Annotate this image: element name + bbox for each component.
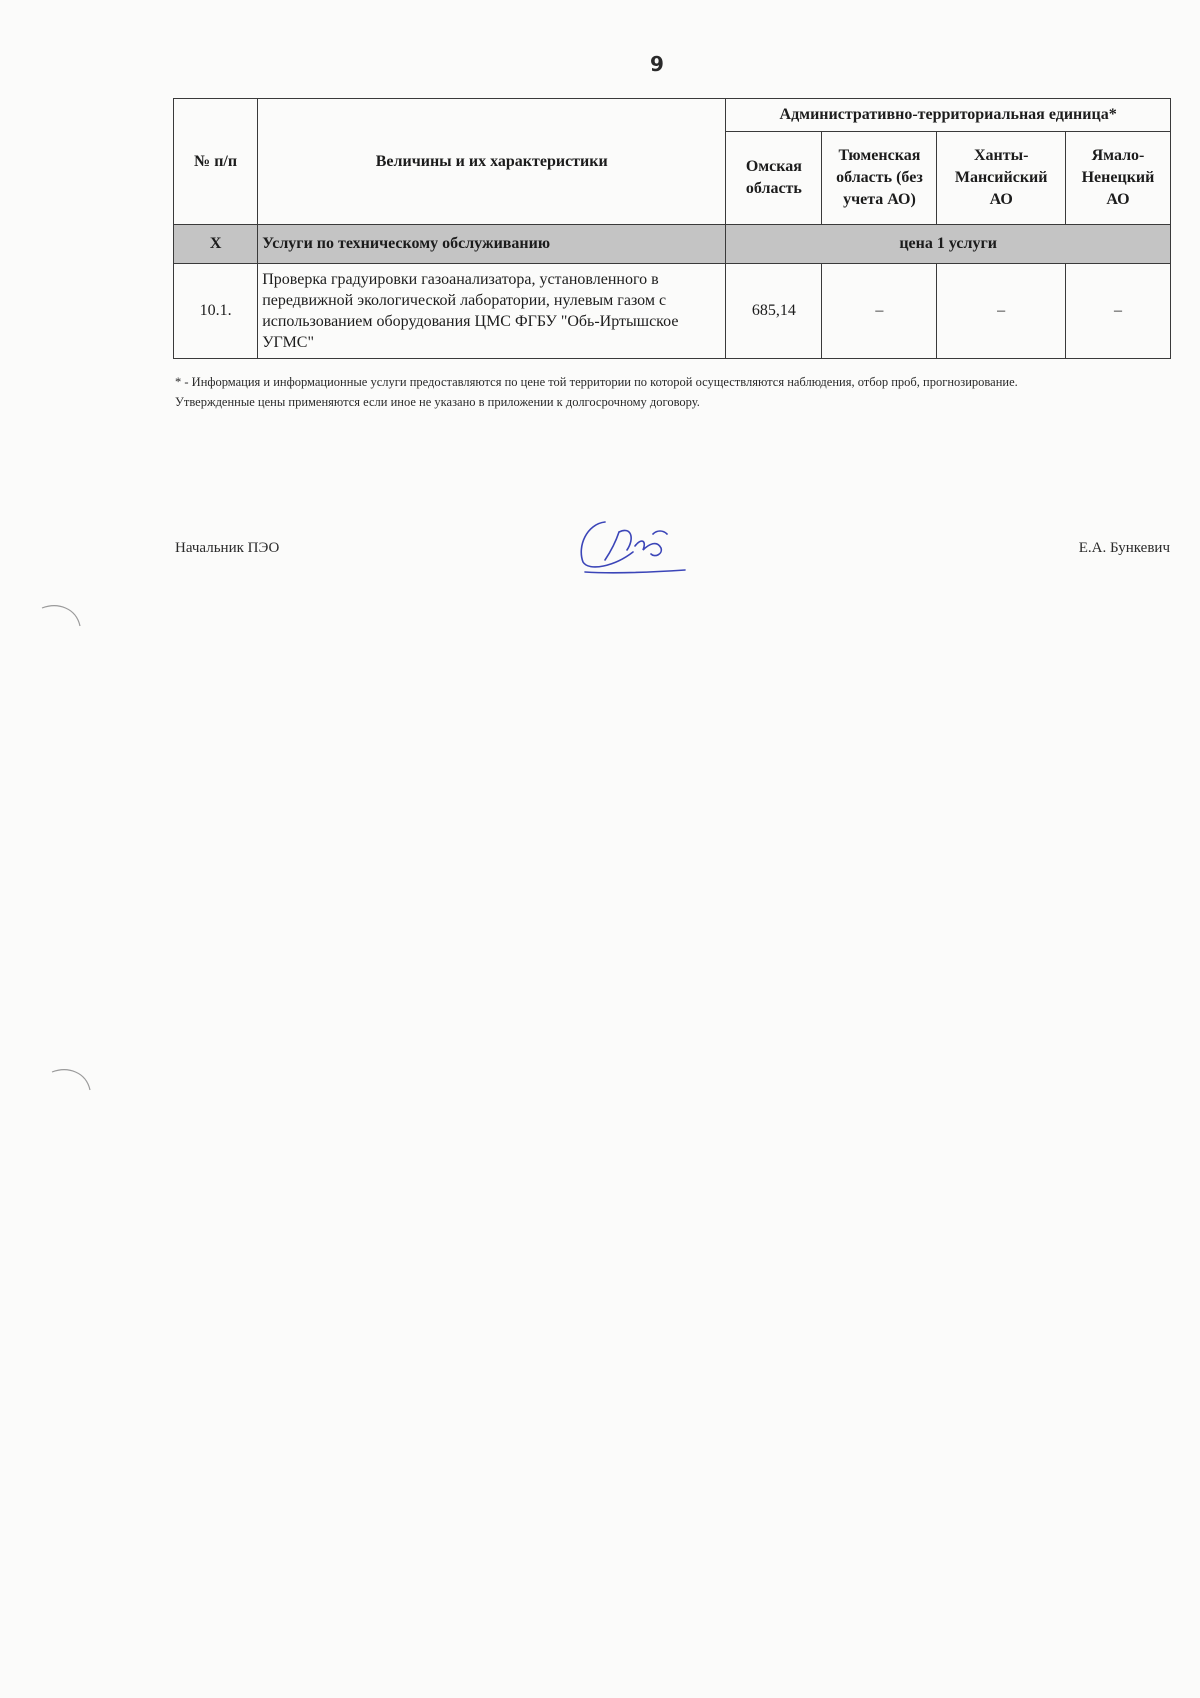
- section-unit: цена 1 услуги: [726, 225, 1171, 264]
- row-desc: Проверка градуировки газоанализатора, установленного в передвижной экологической лаборатории, нулевым газом с использованием оборудования ЦМС ФГБУ "Обь-Иртышское УГМС": [258, 264, 726, 359]
- handwritten-signature: [575, 510, 695, 580]
- section-title: Услуги по техническому обслуживанию: [258, 225, 726, 264]
- signer-position: Начальник ПЭО: [175, 540, 280, 556]
- page-number: 9: [650, 52, 664, 76]
- section-num: X: [174, 225, 258, 264]
- header-region-hmao: Ханты-Мансийский АО: [937, 132, 1066, 225]
- section-row: [174, 225, 1171, 264]
- signer-name: Е.А. Бункевич: [1078, 540, 1170, 556]
- row-price-tyumen: –: [822, 264, 937, 359]
- header-region-omsk: Омская область: [726, 132, 822, 225]
- header-row-1: [174, 99, 1171, 132]
- header-admin-unit: Административно-территориальная единица*: [726, 99, 1171, 132]
- header-desc: Величины и их характеристики: [258, 99, 726, 225]
- row-num: 10.1.: [174, 264, 258, 359]
- header-region-tyumen: Тюменская область (без учета АО): [822, 132, 937, 225]
- table-row: [174, 264, 1171, 359]
- punch-hole-mark: [38, 598, 86, 638]
- row-price-ynao: –: [1065, 264, 1170, 359]
- price-table: [173, 98, 1171, 359]
- row-price-hmao: –: [937, 264, 1066, 359]
- footnote-note: Утвержденные цены применяются если иное не указано в приложении к долгосрочному договору.: [175, 395, 700, 409]
- punch-hole-mark: [48, 1062, 96, 1102]
- footnote-asterisk: * - Информация и информационные услуги предоставляются по цене той территории по которой осуществляются наблюдения, отбор проб, прогнозирование.: [175, 375, 1018, 389]
- header-region-ynao: Ямало-Ненецкий АО: [1065, 132, 1170, 225]
- header-num: № п/п: [174, 99, 258, 225]
- footnotes: [175, 372, 1165, 412]
- row-price-omsk: 685,14: [726, 264, 822, 359]
